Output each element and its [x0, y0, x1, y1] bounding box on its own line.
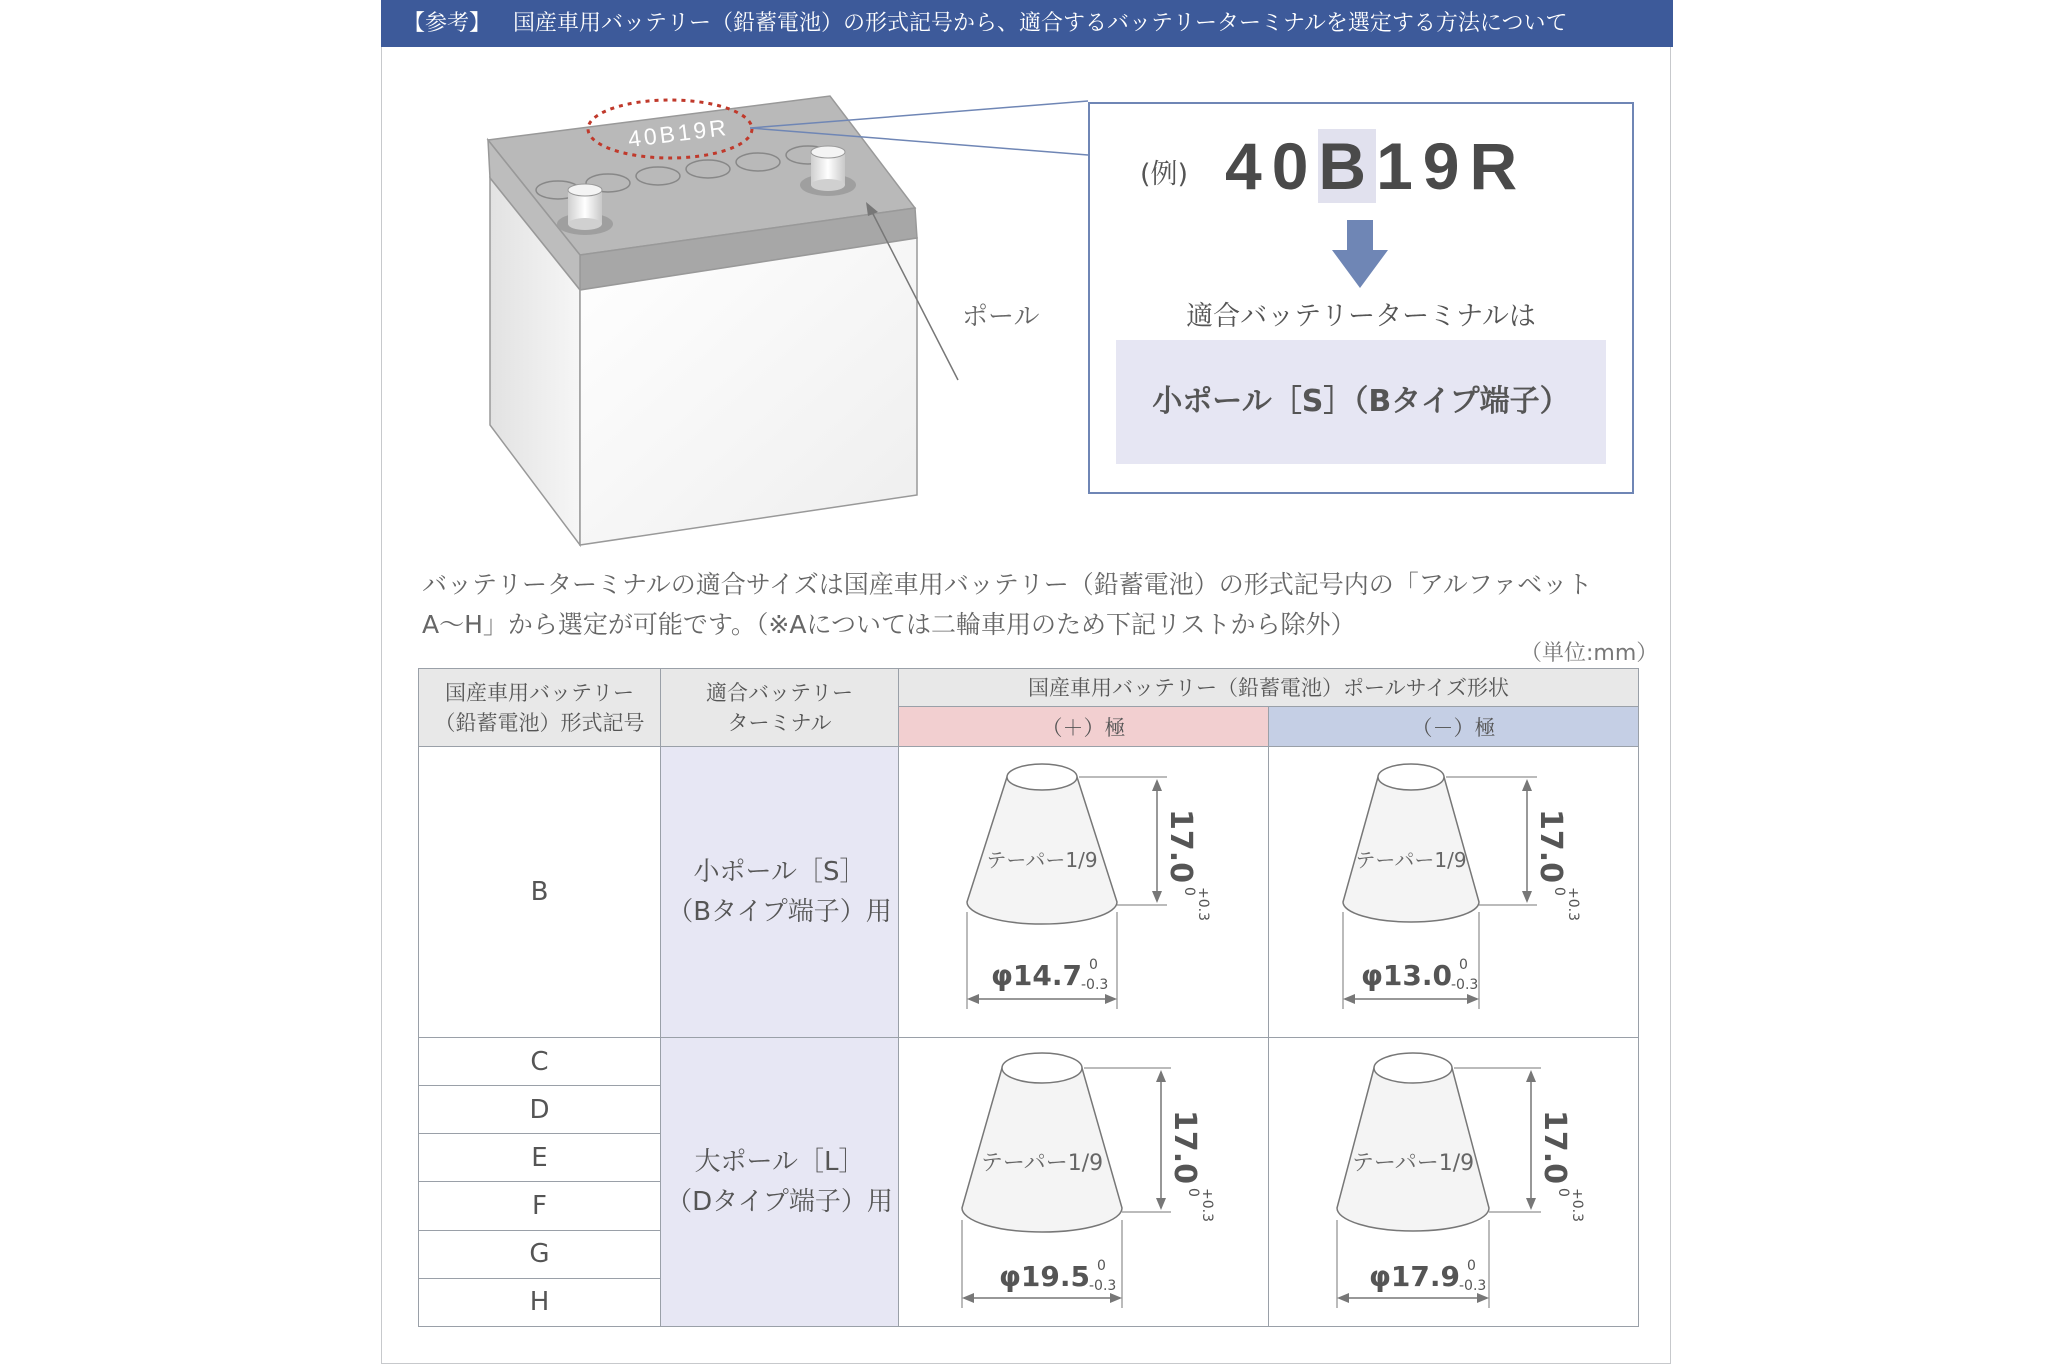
svg-text:17.0: 17.0	[1163, 809, 1198, 884]
header-positive: （＋）極	[899, 707, 1269, 747]
svg-text:φ19.5: φ19.5	[999, 1260, 1090, 1293]
code-cell-F: F	[419, 1182, 661, 1230]
svg-text:テーパー1/9: テーパー1/9	[986, 848, 1098, 872]
reference-tag: 【参考】	[403, 11, 492, 36]
pole-diagram-B-negative	[1269, 747, 1639, 1038]
svg-text:0: 0	[1089, 957, 1098, 973]
header-negative: （－）極	[1269, 707, 1639, 747]
svg-text:0: 0	[1555, 1188, 1571, 1197]
example-result: 小ポール［S］（Bタイプ端子）	[1116, 340, 1606, 464]
pole-diagram-CH-negative	[1269, 1038, 1639, 1327]
code-cell-C: C	[419, 1038, 661, 1086]
example-caption: 適合バッテリーターミナルは	[1186, 301, 1536, 332]
cone-diagram	[899, 747, 1268, 1037]
svg-text:-0.3: -0.3	[1081, 977, 1109, 993]
example-label: (例)	[1140, 159, 1189, 190]
battery-front	[580, 238, 917, 545]
code-cell-G: G	[419, 1230, 661, 1278]
svg-text:-0.3: -0.3	[1089, 1278, 1117, 1294]
svg-text:0: 0	[1459, 957, 1468, 973]
pole-size-table	[418, 668, 1639, 1327]
pole-diagram-B-positive	[899, 747, 1269, 1038]
svg-text:0: 0	[1097, 1258, 1106, 1274]
svg-text:φ13.0: φ13.0	[1361, 959, 1452, 992]
code-cell-D: D	[419, 1086, 661, 1134]
svg-text:テーパー1/9: テーパー1/9	[1351, 1151, 1475, 1176]
down-arrow-icon	[1330, 220, 1390, 290]
svg-text:0: 0	[1551, 887, 1567, 896]
pole-label: ポール	[962, 302, 1040, 332]
unit-label: （単位:mm）	[1520, 641, 1659, 666]
cone-diagram	[1269, 747, 1638, 1037]
svg-text:-0.3: -0.3	[1451, 977, 1479, 993]
svg-text:17.0: 17.0	[1537, 1110, 1572, 1185]
svg-text:テーパー1/9: テーパー1/9	[980, 1151, 1104, 1176]
svg-text:+0.3: +0.3	[1565, 887, 1581, 921]
banner-title: 国産車用バッテリー（鉛蓄電池）の形式記号から、適合するバッテリーターミナルを選定する方法について	[513, 11, 1568, 36]
svg-text:17.0: 17.0	[1533, 809, 1568, 884]
cone-diagram	[1269, 1038, 1638, 1326]
svg-text:φ17.9: φ17.9	[1369, 1260, 1460, 1293]
cone-diagram	[899, 1038, 1268, 1326]
svg-text:0: 0	[1181, 887, 1197, 896]
battery-marking: 40B19R	[626, 113, 731, 153]
header-pole-size: 国産車用バッテリー（鉛蓄電池）ポールサイズ形状	[899, 669, 1639, 707]
svg-text:φ14.7: φ14.7	[991, 959, 1082, 992]
description: バッテリーターミナルの適合サイズは国産車用バッテリー（鉛蓄電池）の形式記号内の「アルファベット A～H」から選定が可能です。（※Aについては二輪車用のため下記リストから除外）	[422, 570, 1593, 639]
svg-text:-0.3: -0.3	[1459, 1278, 1487, 1294]
svg-text:17.0: 17.0	[1167, 1110, 1202, 1185]
code-cell-H: H	[419, 1278, 661, 1326]
svg-text:+0.3: +0.3	[1199, 1188, 1215, 1222]
header-terminal: 適合バッテリー ターミナル	[661, 669, 899, 747]
svg-text:+0.3: +0.3	[1195, 887, 1211, 921]
header-battery-code: 国産車用バッテリー （鉛蓄電池）形式記号	[419, 669, 661, 747]
pole-diagram-CH-positive	[899, 1038, 1269, 1327]
terminal-small: 小ポール［S］ （Bタイプ端子）用	[661, 747, 899, 1038]
leader-lines	[750, 100, 1095, 180]
example-box	[1088, 102, 1634, 494]
svg-text:+0.3: +0.3	[1569, 1188, 1585, 1222]
code-cell-B: B	[419, 747, 661, 1038]
svg-text:テーパー1/9: テーパー1/9	[1355, 848, 1467, 872]
terminal-large: 大ポール［L］ （Dタイプ端子）用	[661, 1038, 899, 1327]
code-cell-E: E	[419, 1134, 661, 1182]
example-code: 40B19R	[1225, 129, 1528, 203]
header-banner	[381, 0, 1673, 47]
highlighted-letter: B	[1318, 129, 1377, 203]
svg-text:0: 0	[1467, 1258, 1476, 1274]
svg-text:0: 0	[1185, 1188, 1201, 1197]
